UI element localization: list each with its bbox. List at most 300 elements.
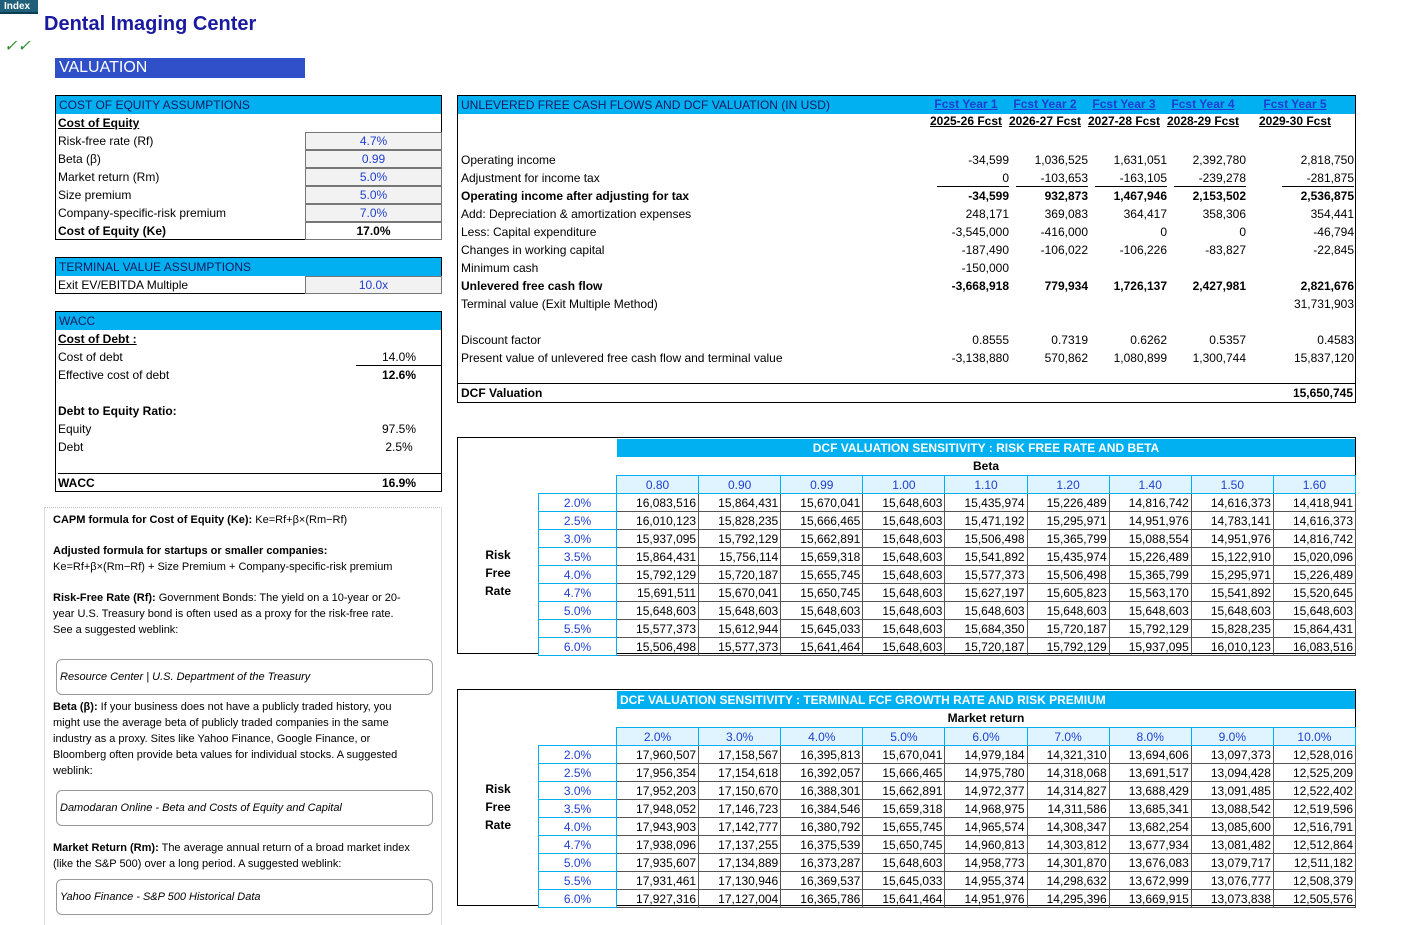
adj-text: Ke=Rf+β×(Rm−Rf) + Size Premium + Company-specific-risk premium: [53, 561, 393, 573]
sens1-cell: 16,083,516: [617, 494, 699, 512]
sens2-col-header: 2.0%: [617, 728, 699, 746]
sens2-cell: 13,669,915: [1109, 890, 1191, 908]
dcf-cell: 0: [937, 169, 1009, 187]
tv-header: TERMINAL VALUE ASSUMPTIONS: [56, 258, 441, 276]
equity-label: Equity: [58, 422, 92, 436]
sens2-cell: 16,373,287: [781, 854, 863, 872]
sens2-cell: 13,688,429: [1109, 782, 1191, 800]
sens2-col-header: 7.0%: [1027, 728, 1109, 746]
sens2-cell: 16,380,792: [781, 818, 863, 836]
sens2-col-header: 10.0%: [1273, 728, 1355, 746]
sens2-cell: 13,682,254: [1109, 818, 1191, 836]
sens2-cell: 13,677,934: [1109, 836, 1191, 854]
sens1-row-header: 4.7%: [539, 584, 617, 602]
capm-text: Ke=Rf+β×(Rm−Rf): [255, 514, 348, 526]
dcf-cell: [1077, 259, 1167, 277]
dcf-cell: -3,138,880: [951, 351, 1009, 365]
sens1-cell: 15,612,944: [699, 620, 781, 638]
sens1-cell: 15,720,187: [1027, 620, 1109, 638]
dcf-cell: -106,022: [1040, 243, 1088, 257]
sens2-cell: 14,955,374: [945, 872, 1027, 890]
eff-cod-value: 12.6%: [381, 368, 417, 382]
sens1-cell: 15,577,373: [699, 638, 781, 656]
sens2-cell: 14,958,773: [945, 854, 1027, 872]
dcf-row-label: Present value of unlevered free cash flow and terminal value: [461, 351, 783, 365]
sens2-col-header: 6.0%: [945, 728, 1027, 746]
sens2-cell: 12,505,576: [1273, 890, 1355, 908]
sens2-row-header: 2.0%: [539, 746, 617, 764]
sens2-row-title: [468, 780, 528, 834]
sens1-cell: 15,648,603: [1027, 602, 1109, 620]
wacc-header: WACC: [56, 312, 441, 330]
sens1-cell: 15,670,041: [781, 494, 863, 512]
sens1-cell: 15,506,498: [617, 638, 699, 656]
sens2-cell: 17,134,889: [699, 854, 781, 872]
sens2-cell: 13,097,373: [1191, 746, 1273, 764]
sens2-cell: 14,972,377: [945, 782, 1027, 800]
dcf-cell: 1,300,744: [1192, 351, 1246, 365]
sens2-row-header: 4.0%: [539, 818, 617, 836]
coe-total-label: Cost of Equity (Ke): [58, 224, 166, 238]
sens1-cell: 15,020,096: [1273, 548, 1355, 566]
sens2-cell: 15,662,891: [863, 782, 945, 800]
sens2-cell: 15,666,465: [863, 764, 945, 782]
fcst-year-header: Fcst Year 3: [1092, 97, 1156, 111]
sens2-cell: 17,935,607: [617, 854, 699, 872]
coe-row-label: Size premium: [58, 188, 132, 202]
sens2-cell: 17,948,052: [617, 800, 699, 818]
sens2-cell: 17,142,777: [699, 818, 781, 836]
sens1-cell: 15,563,170: [1109, 584, 1191, 602]
dcf-cell: 2,427,981: [1192, 279, 1246, 293]
sens1-cell: 15,864,431: [1273, 620, 1355, 638]
sens2-cell: 13,076,777: [1191, 872, 1273, 890]
debt-label: Debt: [58, 440, 84, 454]
cod-row-label: Cost of debt: [58, 350, 123, 364]
damodaran-link[interactable]: Damodaran Online - Beta and Costs of Equity and Capital: [56, 790, 433, 826]
dcf-row-label: Operating income: [461, 153, 556, 167]
sens2-col-header: 8.0%: [1109, 728, 1191, 746]
sens1-cell: 15,792,129: [1027, 638, 1109, 656]
fcst-year-header: Fcst Year 1: [934, 97, 998, 111]
dcf-cell: [998, 295, 1088, 313]
dcf-cell: -103,653: [1016, 169, 1088, 187]
sens1-col-header: 1.50: [1191, 476, 1273, 494]
sens2-cell: 12,511,182: [1273, 854, 1355, 872]
sens2-header: DCF VALUATION SENSITIVITY : TERMINAL FCF GROWTH RATE AND RISK PREMIUM: [617, 691, 1355, 709]
sens1-cell: 15,541,892: [945, 548, 1027, 566]
sens1-cell: 15,792,129: [617, 566, 699, 584]
sens1-cell: 15,226,489: [1273, 566, 1355, 584]
rf-text-1: Government Bonds: The yield on a 10-year or 20-: [158, 592, 401, 604]
sens2-cell: 13,073,838: [1191, 890, 1273, 908]
beta-text-1: If your business does not have a publicly traded history, you: [100, 701, 392, 713]
index-button[interactable]: Index: [0, 0, 38, 14]
sens1-cell: 15,864,431: [699, 494, 781, 512]
dcf-cell: 1,726,137: [1113, 279, 1167, 293]
sens1-row-title-3: Rate: [484, 584, 511, 598]
coe-header: COST OF EQUITY ASSUMPTIONS: [56, 96, 441, 114]
eff-cod-label: Effective cost of debt: [58, 368, 170, 382]
dcf-cell: 932,873: [1044, 189, 1088, 203]
sens2-cell: 14,303,812: [1027, 836, 1109, 854]
fcst-period-header: 2028-29 Fcst: [1166, 114, 1240, 128]
sens2-row-header: 5.5%: [539, 872, 617, 890]
sens1-cell: 15,295,971: [1027, 512, 1109, 530]
dcf-cell: 354,441: [1310, 207, 1354, 221]
coe-total-value: 17.0%: [305, 222, 442, 240]
dcf-row-label: Terminal value (Exit Multiple Method): [461, 297, 658, 311]
beta-text-5: weblink:: [53, 765, 93, 777]
sens2-row-header: 4.7%: [539, 836, 617, 854]
sens1-row-header: 4.0%: [539, 566, 617, 584]
sens2-cell: 15,659,318: [863, 800, 945, 818]
adj-bold: Adjusted formula for startups or smaller companies:: [53, 545, 328, 557]
sens1-header: DCF VALUATION SENSITIVITY : RISK FREE RATE AND BETA: [617, 439, 1355, 457]
sens1-cell: 15,648,603: [699, 602, 781, 620]
sens1-col-header: 0.99: [781, 476, 863, 494]
dcf-cell: 570,862: [1044, 351, 1088, 365]
sens1-cell: 15,435,974: [945, 494, 1027, 512]
sens1-cell: 15,720,187: [945, 638, 1027, 656]
cod-value: 14.0%: [356, 348, 442, 366]
sens1-cell: 15,864,431: [617, 548, 699, 566]
sens2-cell: 17,158,567: [699, 746, 781, 764]
dcf-cell: -150,000: [961, 261, 1009, 275]
coe-row-input[interactable]: 5.0%: [305, 186, 442, 204]
dcf-cell: 1,631,051: [1113, 153, 1167, 167]
sens1-cell: 15,506,498: [1027, 566, 1109, 584]
sens1-cell: 14,951,976: [1109, 512, 1191, 530]
dcf-cell: -281,875: [1282, 169, 1354, 187]
sens2-cell: 13,685,341: [1109, 800, 1191, 818]
beta-text-3: industry as a proxy. Sites like Yahoo Finance, Google Finance, or: [53, 733, 371, 745]
dcf-cell: 2,153,502: [1192, 189, 1246, 203]
dcf-cell: 2,392,780: [1192, 153, 1246, 167]
sens2-col-title: Market return: [947, 711, 1025, 725]
sens1-cell: 15,226,489: [1109, 548, 1191, 566]
sens1-cell: 15,828,235: [699, 512, 781, 530]
sens2-row-header: 3.5%: [539, 800, 617, 818]
sens2-cell: 14,308,347: [1027, 818, 1109, 836]
dcf-cell: 2,536,875: [1300, 189, 1354, 203]
sens2-cell: 12,519,596: [1273, 800, 1355, 818]
sens1-cell: 15,756,114: [699, 548, 781, 566]
sens1-cell: 15,648,603: [863, 620, 945, 638]
beta-text-2: might use the average beta of publicly traded companies in the same: [53, 717, 389, 729]
dcf-cell: [1264, 259, 1354, 277]
dcf-cell: [998, 313, 1088, 331]
sens1-cell: 15,648,603: [1191, 602, 1273, 620]
sens2-cell: 17,956,354: [617, 764, 699, 782]
coe-row-input[interactable]: 5.0%: [305, 168, 442, 186]
dcf-cell: 1,467,946: [1113, 189, 1167, 203]
rf-text-3: See a suggested weblink:: [53, 624, 179, 636]
sens1-cell: 15,365,799: [1027, 530, 1109, 548]
sens2-cell: 17,154,618: [699, 764, 781, 782]
sens2-cell: 13,091,485: [1191, 782, 1273, 800]
sens1-cell: 15,645,033: [781, 620, 863, 638]
sens1-cell: 15,650,745: [781, 584, 863, 602]
sens1-cell: 15,577,373: [617, 620, 699, 638]
dcf-row-label: Less: Capital expenditure: [461, 225, 597, 239]
dcf-cell: -46,794: [1313, 225, 1354, 239]
sens2-col-header: 4.0%: [781, 728, 863, 746]
sens1-cell: 15,627,197: [945, 584, 1027, 602]
dcf-cell: 2,821,676: [1300, 279, 1354, 293]
dcf-cell: 15,837,120: [1293, 351, 1354, 365]
mr-bold: Market Return (Rm):: [53, 842, 159, 854]
wacc-value: 16.9%: [381, 476, 417, 490]
fcst-year-header: Fcst Year 4: [1171, 97, 1235, 111]
sens2-cell: 16,365,786: [781, 890, 863, 908]
sens2-cell: 17,938,096: [617, 836, 699, 854]
dcf-cell: -416,000: [1040, 225, 1088, 239]
sens1-cell: 15,365,799: [1109, 566, 1191, 584]
sens2-cell: 16,369,537: [781, 872, 863, 890]
sens1-cell: 14,616,373: [1191, 494, 1273, 512]
sens2-row-title-2: Free: [485, 800, 511, 814]
dcf-row-label: Discount factor: [461, 333, 542, 347]
equity-value: 97.5%: [381, 422, 417, 436]
cod-label: Cost of Debt :: [58, 332, 137, 346]
sens1-cell: 15,648,603: [1273, 602, 1355, 620]
sens1-col-header: 1.40: [1109, 476, 1191, 494]
sens2-cell: 17,146,723: [699, 800, 781, 818]
sens1-cell: 15,648,603: [863, 548, 945, 566]
sens1-cell: 15,541,892: [1191, 584, 1273, 602]
dcf-cell: 1,036,525: [1034, 153, 1088, 167]
dcf-cell: 0.4583: [1317, 333, 1354, 347]
sens1-cell: 15,937,095: [617, 530, 699, 548]
coe-row-input[interactable]: 4.7%: [305, 132, 442, 150]
dcf-row-label: Operating income after adjusting for tax: [461, 189, 690, 203]
dcf-cell: -3,545,000: [951, 225, 1009, 239]
sens2-cell: 16,384,546: [781, 800, 863, 818]
beta-bold: Beta (β):: [53, 701, 98, 713]
dcf-cell: [1077, 295, 1167, 313]
dcf-cell: 0.8555: [972, 333, 1009, 347]
sens2-cell: 13,691,517: [1109, 764, 1191, 782]
sens1-cell: 14,783,141: [1191, 512, 1273, 530]
dcf-cell: [919, 295, 1009, 313]
sens2-cell: 17,943,903: [617, 818, 699, 836]
fcst-year-header: Fcst Year 2: [1013, 97, 1077, 111]
debt-value: 2.5%: [385, 440, 413, 454]
beta-text-4: Bloomberg often provide beta values for individual stocks. A suggested: [53, 749, 398, 761]
mr-text-1: The average annual return of a broad market index: [161, 842, 410, 854]
sens1-cell: 15,122,910: [1191, 548, 1273, 566]
sens1-row-header: 2.5%: [539, 512, 617, 530]
dcf-row-label: Adjustment for income tax: [461, 171, 600, 185]
coe-row-input[interactable]: 0.99: [305, 150, 442, 168]
dcf-cell: -239,278: [1174, 169, 1246, 187]
dcf-cell: 0: [1160, 225, 1167, 239]
sens1-cell: 16,010,123: [617, 512, 699, 530]
sens1-cell: 15,295,971: [1191, 566, 1273, 584]
sens1-row-header: 3.0%: [539, 530, 617, 548]
sens1-cell: 15,648,603: [863, 512, 945, 530]
wacc-label: WACC: [58, 473, 441, 491]
dcf-cell: 358,306: [1202, 207, 1246, 221]
sens2-cell: 17,127,004: [699, 890, 781, 908]
sens1-cell: 15,937,095: [1109, 638, 1191, 656]
sens2-cell: 14,979,184: [945, 746, 1027, 764]
dcf-cell: 0.6262: [1130, 333, 1167, 347]
sens2-cell: 15,641,464: [863, 890, 945, 908]
sens2-cell: 14,301,870: [1027, 854, 1109, 872]
checkmark-icon: ✓✓: [4, 38, 31, 55]
dcf-cell: -187,490: [961, 243, 1009, 257]
dcf-cell: 0.5357: [1209, 333, 1246, 347]
sens2-col-header: 5.0%: [863, 728, 945, 746]
sens2-row-header: 2.5%: [539, 764, 617, 782]
dcf-cell: -34,599: [968, 189, 1009, 203]
dcf-cell: [998, 259, 1088, 277]
dcf-cell: -22,845: [1313, 243, 1354, 257]
dcf-valuation-row: [458, 383, 1355, 402]
sens1-cell: 15,684,350: [945, 620, 1027, 638]
sens1-cell: 15,520,645: [1273, 584, 1355, 602]
sens1-cell: 15,605,823: [1027, 584, 1109, 602]
sensitivity-growth-premium-panel: [457, 689, 1356, 906]
sens1-col-header: 0.90: [699, 476, 781, 494]
fcst-year-header: Fcst Year 5: [1263, 97, 1327, 111]
sens2-cell: 14,295,396: [1027, 890, 1109, 908]
wacc-panel: [55, 311, 442, 492]
sens1-row-title-2: Free: [485, 566, 511, 580]
dcf-cell: 248,171: [965, 207, 1009, 221]
sens1-col-title: Beta: [972, 459, 999, 473]
dcf-cell: 2,818,750: [1300, 153, 1354, 167]
dcf-header: UNLEVERED FREE CASH FLOWS AND DCF VALUATION (IN USD): [458, 96, 1355, 114]
de-ratio-label: Debt to Equity Ratio:: [58, 404, 177, 418]
sens1-cell: 15,648,603: [1109, 602, 1191, 620]
rf-bold: Risk-Free Rate (Rf):: [53, 592, 156, 604]
sens2-cell: 17,960,507: [617, 746, 699, 764]
mr-text-2: (like the S&P 500) over a long period. A suggested weblink:: [53, 858, 342, 870]
page-title: Dental Imaging Center: [44, 13, 257, 35]
sens1-cell: 15,641,464: [781, 638, 863, 656]
dcf-cell: [1264, 313, 1354, 331]
sens2-cell: 14,298,632: [1027, 872, 1109, 890]
sensitivity-rf-beta-panel: [457, 437, 1356, 654]
sens2-row-header: 6.0%: [539, 890, 617, 908]
sens1-cell: 16,010,123: [1191, 638, 1273, 656]
sens1-cell: 15,648,603: [863, 494, 945, 512]
section-title: VALUATION: [55, 58, 305, 78]
sens1-row-title: [468, 546, 528, 600]
sens1-cell: 15,648,603: [863, 584, 945, 602]
sens1-cell: 15,648,603: [781, 602, 863, 620]
coe-row-label: Company-specific-risk premium: [58, 206, 227, 220]
fcst-period-header: 2025-26 Fcst: [929, 114, 1003, 128]
sens2-cell: 12,528,016: [1273, 746, 1355, 764]
sens2-row-header: 3.0%: [539, 782, 617, 800]
sens2-cell: 12,525,209: [1273, 764, 1355, 782]
dcf-cell: 364,417: [1123, 207, 1167, 221]
sens1-cell: 15,666,465: [781, 512, 863, 530]
sens1-row-header: 5.0%: [539, 602, 617, 620]
sens2-table: [538, 727, 1356, 908]
sens2-cell: 14,311,586: [1027, 800, 1109, 818]
dcf-cell: [1156, 313, 1246, 331]
sens1-cell: 15,662,891: [781, 530, 863, 548]
coe-row-label: Market return (Rm): [58, 170, 160, 184]
treasury-link[interactable]: Resource Center | U.S. Department of the Treasury: [56, 659, 433, 695]
sens2-cell: 17,150,670: [699, 782, 781, 800]
dcf-cell: 31,731,903: [1293, 297, 1354, 311]
sens1-cell: 15,792,129: [1109, 620, 1191, 638]
sens2-cell: 13,672,999: [1109, 872, 1191, 890]
sens2-cell: 12,522,402: [1273, 782, 1355, 800]
sens2-cell: 12,508,379: [1273, 872, 1355, 890]
sens2-cell: 15,670,041: [863, 746, 945, 764]
coe-row-input[interactable]: 7.0%: [305, 204, 442, 222]
tv-value[interactable]: 10.0x: [305, 276, 442, 294]
dcf-cell: 0.7319: [1051, 333, 1088, 347]
dcf-cell: [1156, 259, 1246, 277]
sens2-cell: 14,965,574: [945, 818, 1027, 836]
sens2-cell: 16,392,057: [781, 764, 863, 782]
sens1-cell: 14,951,976: [1191, 530, 1273, 548]
dcf-cell: [1156, 295, 1246, 313]
sens2-cell: 14,968,975: [945, 800, 1027, 818]
dcf-cell: -34,599: [968, 153, 1009, 167]
tv-label: Exit EV/EBITDA Multiple: [58, 278, 189, 292]
sens1-row-title-1: Risk: [485, 548, 511, 562]
sens2-col-header: 9.0%: [1191, 728, 1273, 746]
dcf-row-label: Unlevered free cash flow: [461, 279, 603, 293]
sens1-cell: 14,816,742: [1109, 494, 1191, 512]
sens1-cell: 15,088,554: [1109, 530, 1191, 548]
rf-text-2: year U.S. Treasury bond is often used as a proxy for the risk-free rate.: [53, 608, 394, 620]
dcf-cell: 369,083: [1044, 207, 1088, 221]
dcf-row-label: Add: Depreciation & amortization expenses: [461, 207, 692, 221]
sens1-cell: 16,083,516: [1273, 638, 1355, 656]
sens1-cell: 15,792,129: [699, 530, 781, 548]
sens2-cell: 15,648,603: [863, 854, 945, 872]
sens1-cell: 15,655,745: [781, 566, 863, 584]
sens2-cell: 14,951,976: [945, 890, 1027, 908]
dcf-cell: 779,934: [1044, 279, 1088, 293]
capm-bold: CAPM formula for Cost of Equity (Ke):: [53, 514, 253, 526]
coe-row-label: Beta (β): [58, 152, 101, 166]
sens2-cell: 16,395,813: [781, 746, 863, 764]
sens1-cell: 15,720,187: [699, 566, 781, 584]
yahoo-link[interactable]: Yahoo Finance - S&P 500 Historical Data: [56, 879, 433, 915]
sens2-cell: 14,314,827: [1027, 782, 1109, 800]
sens2-cell: 17,927,316: [617, 890, 699, 908]
sens2-cell: 13,676,083: [1109, 854, 1191, 872]
sens2-cell: 14,318,068: [1027, 764, 1109, 782]
fcst-period-header: 2029-30 Fcst: [1258, 114, 1332, 128]
sens2-col-header: 3.0%: [699, 728, 781, 746]
sens1-cell: 15,648,603: [945, 602, 1027, 620]
sens2-cell: 13,079,717: [1191, 854, 1273, 872]
sens2-cell: 17,931,461: [617, 872, 699, 890]
sens2-cell: 12,512,864: [1273, 836, 1355, 854]
sens1-col-header: 1.60: [1273, 476, 1355, 494]
sens2-cell: 14,975,780: [945, 764, 1027, 782]
sens1-cell: 15,691,511: [617, 584, 699, 602]
dcf-cell: -3,668,918: [951, 279, 1009, 293]
sens1-cell: 15,828,235: [1191, 620, 1273, 638]
sens2-row-title-1: Risk: [485, 782, 511, 796]
sens1-row-header: 6.0%: [539, 638, 617, 656]
dcf-cell: 0: [1239, 225, 1246, 239]
sens2-cell: 13,094,428: [1191, 764, 1273, 782]
